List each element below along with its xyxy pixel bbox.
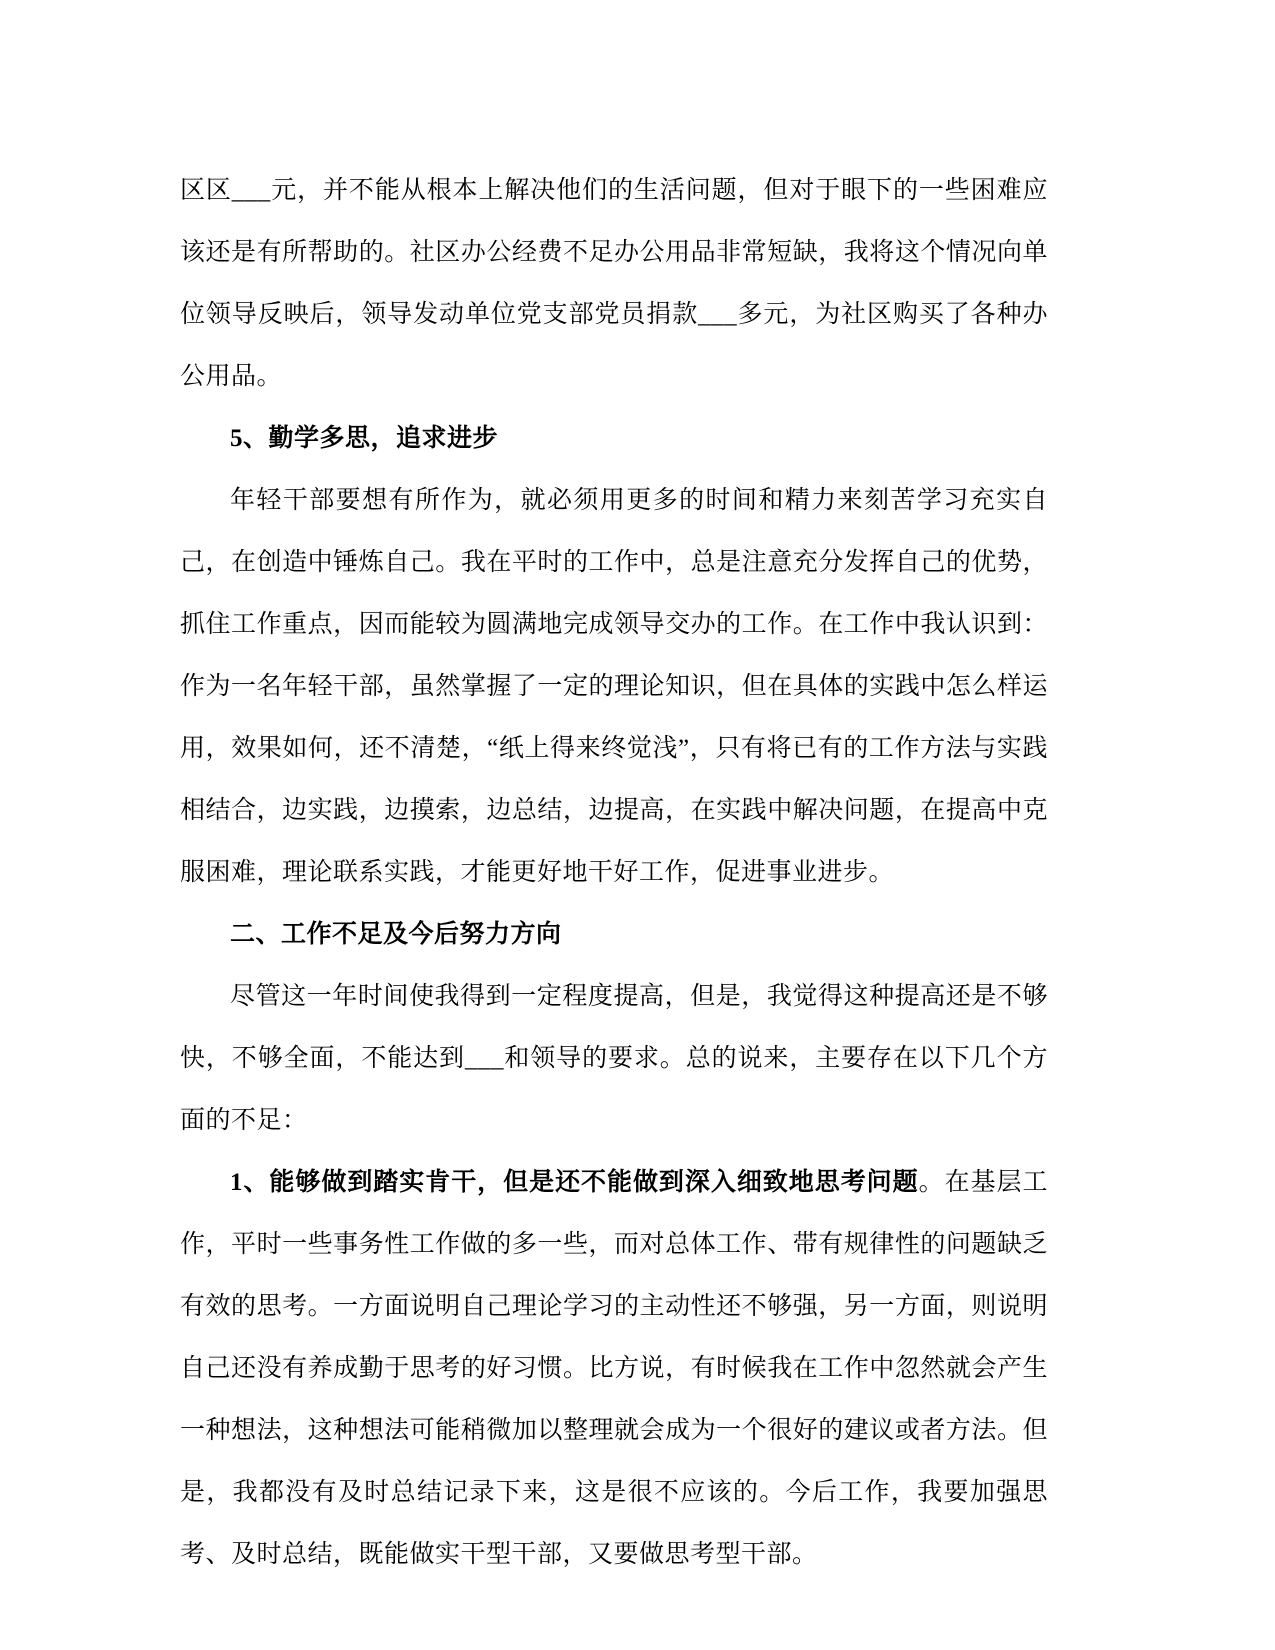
body-paragraph [180, 1152, 1048, 1586]
section-heading: 5、勤学多思，追求进步 [230, 425, 499, 452]
document-body [180, 160, 1048, 1586]
body-paragraph: 尽管这一年时间使我得到一定程度提高，但是，我觉得这种提高还是不够快，不够全面，不能达到___和领导的要求。总的说来，主要存在以下几个方面的不足： [180, 983, 1048, 1134]
paragraph-lead-bold: 1、能够做到踏实肯干，但是还不能做到深入细致地思考问题 [230, 1169, 919, 1196]
paragraph-text: 。在基层工作，平时一些事务性工作做的多一些，而对总体工作、带有规律性的问题缺乏有效的思考。一方面说明自己理论学习的主动性还不够强，另一方面，则说明自己还没有养成勤于思考的好习惯。比方说，有时候我在工作中忽然就会产生一种想法，这种想法可能稍微加以整理就会成为一个很好的建议或者方法。但是，我都没有及时总结记录下来，这是很不应该的。今后工作，我要加强思考、及时总结，既能做实干型干部，又要做思考型干部。 [180, 1169, 1048, 1568]
section-heading: 二、工作不足及今后努力方向 [230, 921, 562, 948]
body-paragraph: 年轻干部要想有所作为，就必须用更多的时间和精力来刻苦学习充实自己，在创造中锤炼自己。我在平时的工作中，总是注意充分发挥自己的优势，抓住工作重点，因而能较为圆满地完成领导交办的工作。在工作中我认识到：作为一名年轻干部，虽然掌握了一定的理论知识，但在具体的实践中怎么样运用，效果如何，还不清楚，“纸上得来终觉浅”，只有将已有的工作方法与实践相结合，边实践，边摸索，边总结，边提高，在实践中解决问题，在提高中克服困难，理论联系实践，才能更好地干好工作，促进事业进步。 [180, 487, 1048, 886]
body-paragraph: 区区___元，并不能从根本上解决他们的生活问题，但对于眼下的一些困难应该还是有所帮助的。社区办公经费不足办公用品非常短缺，我将这个情况向单位领导反映后，领导发动单位党支部党员捐款___多元，为社区购买了各种办公用品。 [180, 177, 1048, 390]
